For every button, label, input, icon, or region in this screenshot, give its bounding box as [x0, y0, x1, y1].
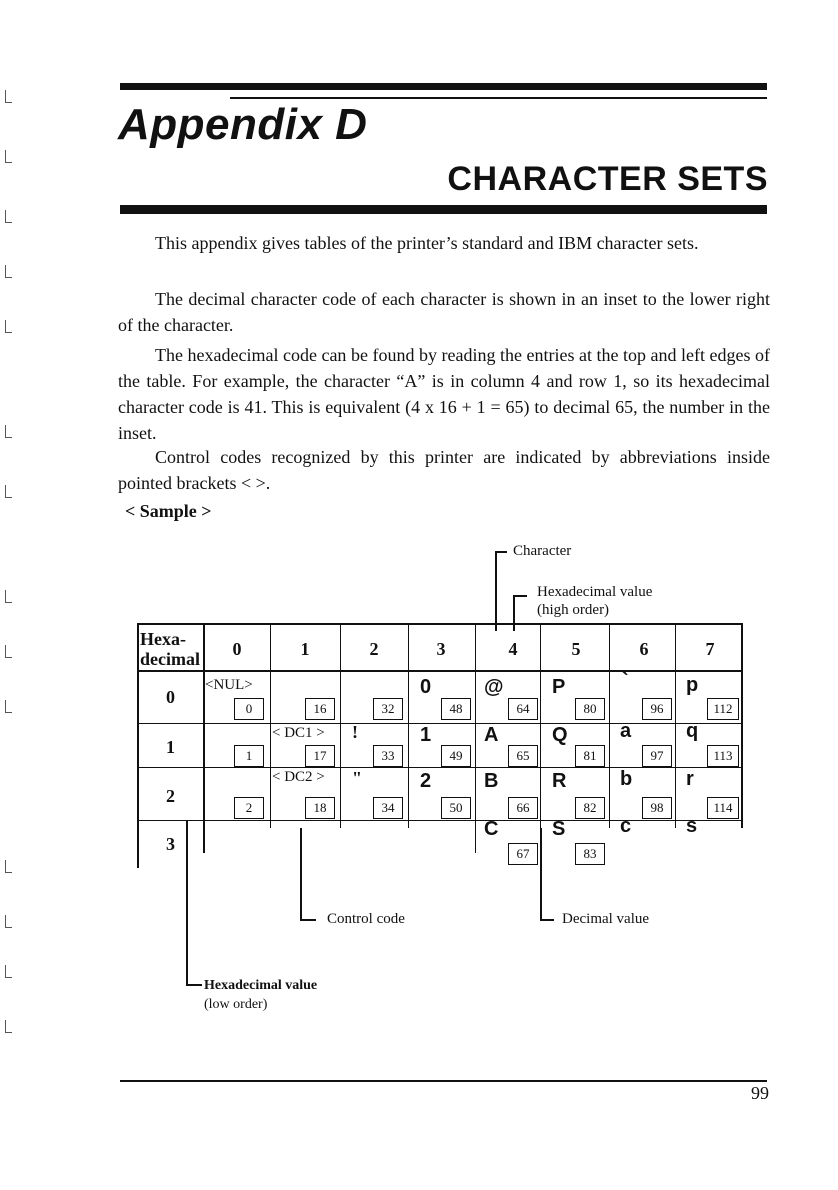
table-char: ` — [622, 670, 629, 692]
margin-mark — [5, 425, 12, 438]
decimal-inset: 81 — [575, 745, 605, 767]
title-underline-rule — [120, 205, 767, 214]
sample-label: < Sample > — [125, 501, 212, 521]
margin-mark — [5, 700, 12, 713]
control-code-annotation: Control code — [327, 911, 405, 927]
decimal-inset: 34 — [373, 797, 403, 819]
decimal-inset: 97 — [642, 745, 672, 767]
decimal-inset: 2 — [234, 797, 264, 819]
table-char: P — [552, 676, 566, 698]
table-col-line — [475, 623, 476, 853]
table-row-line — [137, 723, 742, 724]
margin-mark — [5, 210, 12, 223]
table-char: q — [686, 720, 699, 742]
footer-rule — [120, 1080, 767, 1082]
decimal-inset: 16 — [305, 698, 335, 720]
decimal-inset: 67 — [508, 843, 538, 865]
column-header: 5 — [571, 639, 581, 659]
row-header: 1 — [166, 737, 175, 757]
page-title: CHARACTER SETS — [447, 160, 768, 198]
table-corner-header — [140, 629, 200, 669]
table-char: R — [552, 770, 567, 792]
table-col-line — [203, 623, 205, 853]
table-char: A — [484, 724, 499, 746]
hex-low-annotation — [204, 976, 317, 1014]
decimal-inset: 50 — [441, 797, 471, 819]
table-char: C — [484, 818, 499, 840]
control-code-nul: <NUL> — [205, 677, 253, 693]
header-thin-rule — [230, 97, 767, 99]
decimal-inset: 98 — [642, 797, 672, 819]
table-header-border — [137, 670, 742, 672]
table-right-border — [741, 623, 743, 828]
table-char: Q — [552, 724, 568, 746]
table-col-line — [675, 623, 676, 828]
decimal-inset: 83 — [575, 843, 605, 865]
leader-line — [495, 551, 497, 631]
table-char: B — [484, 770, 499, 792]
table-char: p — [686, 674, 699, 696]
column-header: 1 — [300, 639, 310, 659]
column-header: 6 — [639, 639, 649, 659]
table-row-line — [137, 767, 742, 768]
decimal-inset: 49 — [441, 745, 471, 767]
decimal-inset: 112 — [707, 698, 739, 720]
table-char: a — [620, 720, 632, 742]
decimal-inset: 66 — [508, 797, 538, 819]
table-char: 1 — [420, 724, 432, 746]
margin-mark — [5, 320, 12, 333]
control-code-dc1: < DC1 > — [272, 725, 325, 741]
decimal-inset: 0 — [234, 698, 264, 720]
table-left-border — [137, 623, 139, 868]
table-char: " — [352, 768, 362, 788]
margin-mark — [5, 915, 12, 928]
header-thick-rule — [120, 83, 767, 90]
column-header: 0 — [232, 639, 242, 659]
decimal-inset: 64 — [508, 698, 538, 720]
table-col-line — [408, 623, 409, 828]
decimal-inset: 17 — [305, 745, 335, 767]
leader-line — [513, 595, 527, 597]
table-char: 0 — [420, 676, 432, 698]
corner-line1: Hexa- — [140, 629, 186, 649]
decimal-inset: 32 — [373, 698, 403, 720]
table-row-line — [137, 820, 742, 821]
table-char: S — [552, 818, 566, 840]
leader-line — [300, 919, 316, 921]
column-header: 4 — [508, 639, 518, 659]
table-col-line — [340, 623, 341, 828]
table-col-line — [609, 623, 610, 828]
margin-mark — [5, 150, 12, 163]
hex-high-line1: Hexadecimal value — [537, 584, 653, 600]
hex-low-line1: Hexadecimal value — [204, 978, 318, 993]
leader-line — [495, 551, 507, 553]
table-char: @ — [484, 676, 504, 698]
paragraph-intro: This appendix gives tables of the printer’s standard and IBM character sets. — [155, 233, 699, 253]
table-char: 2 — [420, 770, 432, 792]
margin-mark — [5, 1020, 12, 1033]
leader-line — [300, 828, 302, 920]
hex-high-line2: (high order) — [537, 602, 610, 618]
corner-line2: decimal — [140, 649, 200, 669]
row-header: 0 — [166, 687, 175, 707]
table-char: ! — [352, 722, 358, 742]
margin-mark — [5, 265, 12, 278]
decimal-inset: 65 — [508, 745, 538, 767]
margin-mark — [5, 485, 12, 498]
decimal-inset: 48 — [441, 698, 471, 720]
leader-line — [513, 595, 515, 631]
table-char: c — [620, 815, 632, 837]
paragraph-hex: The hexadecimal code can be found by reading the entries at the top and left edges of the table. For example, the character “A” is in column 4 and row 1, so its hexadecimal character code is 41. This is equivalent (4 x 16 + 1 = 65) to decimal 65, the number in the inset. — [118, 345, 770, 443]
decimal-inset: 1 — [234, 745, 264, 767]
leader-line — [540, 919, 554, 921]
decimal-inset: 80 — [575, 698, 605, 720]
leader-line — [186, 984, 202, 986]
table-top-border — [137, 623, 742, 625]
margin-mark — [5, 860, 12, 873]
margin-mark — [5, 645, 12, 658]
leader-line — [186, 820, 188, 985]
decimal-inset: 114 — [707, 797, 739, 819]
hex-low-line2: (low order) — [204, 997, 268, 1012]
appendix-heading: Appendix D — [118, 100, 368, 149]
decimal-value-annotation: Decimal value — [562, 911, 650, 927]
leader-line — [540, 828, 542, 920]
column-header: 7 — [705, 639, 715, 659]
column-header: 2 — [369, 639, 379, 659]
hex-high-annotation — [537, 583, 652, 619]
table-col-line — [270, 623, 271, 828]
margin-mark — [5, 590, 12, 603]
row-header: 2 — [166, 786, 175, 806]
table-char: s — [686, 815, 698, 837]
table-char: b — [620, 768, 633, 790]
paragraph-control: Control codes recognized by this printer are indicated by abbreviations inside pointed brackets < >. — [118, 447, 770, 493]
margin-mark — [5, 965, 12, 978]
decimal-inset: 82 — [575, 797, 605, 819]
margin-mark — [5, 90, 12, 103]
table-char: r — [686, 768, 694, 790]
decimal-inset: 96 — [642, 698, 672, 720]
paragraph-decimal: The decimal character code of each character is shown in an inset to the lower right of the character. — [118, 289, 770, 335]
table-col-line — [540, 623, 541, 858]
decimal-inset: 18 — [305, 797, 335, 819]
row-header: 3 — [166, 834, 175, 854]
control-code-dc2: < DC2 > — [272, 769, 325, 785]
decimal-inset: 33 — [373, 745, 403, 767]
character-annotation: Character — [513, 543, 572, 559]
column-header: 3 — [436, 639, 446, 659]
page-number: 99 — [751, 1083, 769, 1103]
decimal-inset: 113 — [707, 745, 739, 767]
